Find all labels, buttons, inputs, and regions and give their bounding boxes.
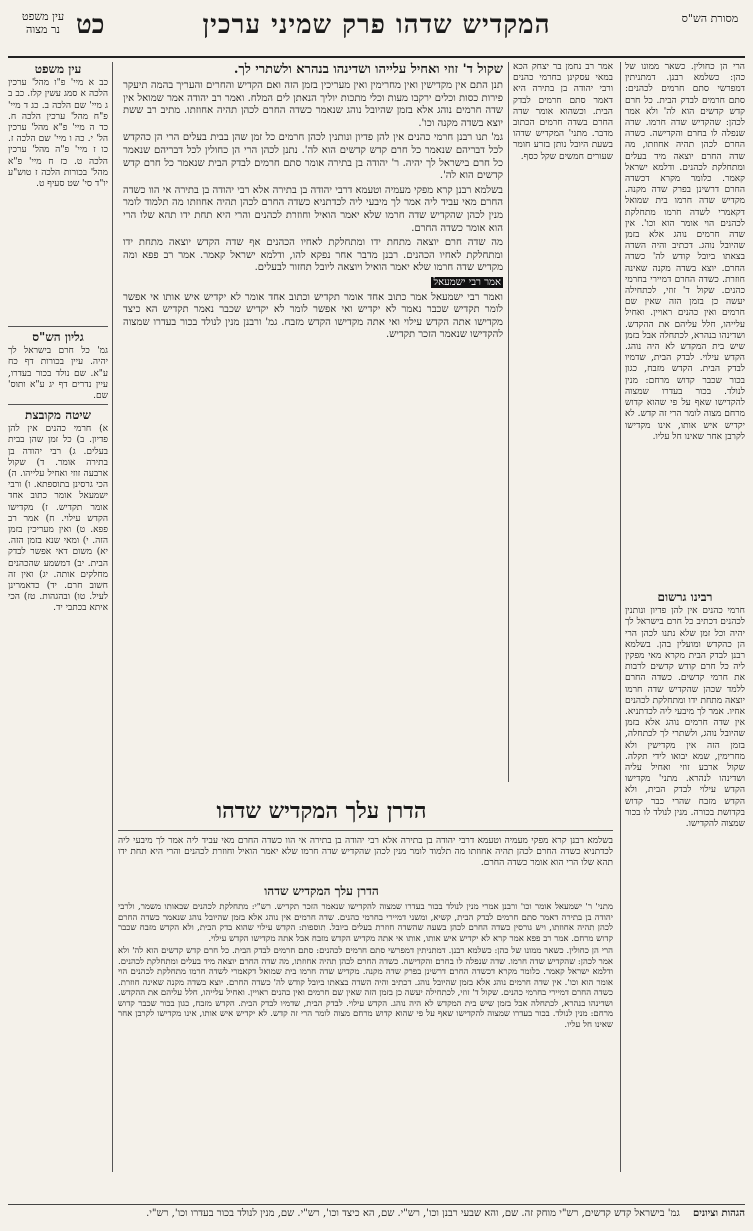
rabbenu-gershom-column: רבינו גרשום חרמי כהנים אין להן פדיון ונותנין לכהנים דכתיב כל חרם בישראל לך יהיה וכל זמן שלא נתנו לכהן הרי הן כהקדש ומועלין בהן. בשלמא רבנן לבדק הבית מקרא מאי מפקין ליה כל חרם קודש קדשים לרבות את חרמי קדשים. כשדה החרם ללמד שכהן שהקדיש שדה חרמו יוצאה מתחת ידו ומתחלקת לכהנים אחיו. אמר לך מיבעי ליה לכדתניא. אין שדה חרמים נוהג אלא בזמן שהיובל נוהג, ולשתרי לך לכתחלה, בזמן הזה אין מקדישין ולא מחרימין, שמא יבואו לידי תקלה. שקול ארבע זוזי ואחיל עליה ושדינהו לנהרא. מתני' מקדישו הקדש עילוי לבדק הבית, ולא הקדש מזבח שהרי כבר קדוש בקדושת בכורה. מנין לנולד לו בכור שמצוה להקדישו. <box>625 590 745 830</box>
gilyon-column: גליון הש"ס גמ' כל חרם בישראל לך יהיה. עיין בכורות דף כח ע"א. שם נולד בכור בעדרו, עיין נדרים דף יג ע"א ותוס' שם. <box>8 330 108 400</box>
bottom-rashi: מתני' ר' ישמעאל אומר וכו' ורבנן אמרי מנין לנולד בכור בעדרו שמצוה להקדישו שנאמר הזכר תקדיש. רש"י: מתחלקת לכהנים שבאותו משמר, ולרבי יהודה בן בתירה דאמר סתם חרמים לבדק הבית, קשיא, ומשני דמיירי בחרמי כהנים. שדה חרמים אין נוהג אלא בזמן שהיובל נוהג שנאמר כשדה החרם לכהן תהיה אחוזתו, ויש גורסין כשדה החרם לכהן בשעה שהשדה חוזרת בעלים ביובל. תוספות: הקדש עילוי שהוא בדק הבית, ולא הקדש מזבח שכבר קדוש מרחם. אמר רב פפא אמר קרא לא יקדיש איש אותו, אותו אי אתה מקדיש הקדש מזבח אבל אתה מקדישו הקדש עילוי. הרי הן כחולין. כשאר ממונו של כהן: כשלמא רבנן. דמתניתין דמפרשי סתם חרמים לכהנים: סתם חרמים לבדק הבית. כל חרם קדש קדשים הוא לה' ולא אמר לכהן: שהקדיש שדה חרמו. שדה שנפלה לו בחרם והקדישה. כשדה החרם לכהן תהיה אחוזתו, מה שדה החרם יוצאה מיד בעלים ומתחלקת לכהנים. ודלמא ישראל קאמר. כלומר מקרא דכשדה החרם דרשינן בפרק שדה מקנה. מקדיש שדה חרמו בית שמואל דקאמרי לשדה חרמו מתחלקת לכהנים הוי אומר הוא וכו'. אין שדה חרמים נוהג אלא בזמן שהיובל נוהג. דכתיב והיה השדה בצאתו ביובל קודש לה' כשדה החרם. יוצא בשדה מקנה שאינה חוזרת. כשדה החרם דמיירי בחרמי כהנים. שקול ד' זוזי, לכתחילה יעשה כן בזמן הזה שאין שם חרמים ואין כהנים ראויין. ואחיל עלייהו, חלל עליהם את ההקדש. ושדינהו בנהרא, לכתחלה אבל בזמן שיש בית המקדש לא היה נוהג. הקדש עילוי. לבדק הבית, שדמיו לבדק הבית. הקדש מזבח, כגון בכור שכבר קדוש מרחם: מנין לנולד. בכור בעדרו שמצוה להקדישו שאף על פי שהוא קדוש מרחם מצוה לומר הרי זה קדש. לא יקדיש איש אותו, אינו מקדישו לקרבן אחר שאינו חל עליו. <box>118 902 613 1030</box>
divider <box>508 62 509 782</box>
talmud-paragraph: ואמר רבי ישמעאל אמר כתוב אחד אומר תקדיש וכתוב אחד אומר לא יקדיש איש אותו אי אפשר לומר תקדיש שכבר נאמר לא יקדיש ואי אפשר לומר לא יקדיש שכבר נאמר תקדיש הא כיצד מקדישו אתה הקדש עילוי ואי אתה מקדישו הקדש מזבח. גמ' ורבנן מנין לנולד בכור בעדרו שמצוה להקדישו שנאמר הזכר תקדיש. <box>123 291 503 341</box>
hagahot-footer <box>8 1204 745 1225</box>
rashi-column: הרי הן כחולין. כשאר ממונו של כהן: כשלמא רבנן. דמתניתין דמפרשי סתם חרמים לכהנים: סתם חרמים לבדק הבית. כל חרם קדש קדשים הוא לה' ולא אמר לכהן: שהקדיש שדה חרמו. שדה שנפלה לו בחרם והקדישה. כשדה החרם לכהן תהיה אחוזתו, מה שדה החרם יוצאה מיד בעלים ומתחלקת לכהנים. ודלמא ישראל קאמר. כלומר מקרא דכשדה החרם דרשינן בפרק שדה מקנה. מקדיש שדה חרמו בית שמואל דקאמרי לשדה חרמו מתחלקת לכהנים הוי אומר הוא וכו'. אין שדה חרמים נוהג אלא בזמן שהיובל נוהג. דכתיב והיה השדה בצאתו ביובל קודש לה' כשדה החרם. יוצא בשדה מקנה שאינה חוזרת. כשדה החרם דמיירי בחרמי כהנים. שקול ד' זוזי, לכתחילה יעשה כן בזמן הזה שאין שם חרמים ואין כהנים ראויין. ואחיל עלייהו, חלל עליהם את ההקדש. ושדינהו בנהרא, לכתחלה אבל בזמן שיש בית המקדש לא היה נוהג. הקדש עילוי. לבדק הבית, שדמיו לבדק הבית. הקדש מזבח, כגון בכור שכבר קדוש מרחם: מנין לנולד. בכור בעדרו שמצוה להקדישו שאף על פי שהוא קדוש מרחם מצוה לומר הרי זה קדש. לא יקדיש איש אותו, אינו מקדישו לקרבן אחר שאינו חל עליו. <box>625 62 745 442</box>
talmud-paragraph: תנן התם אין מקדישין ואין מחרימין ואין מעריכין בזמן הזה ואם הקדיש והחרים והעריך בהמה תיעקר פירות כסות וכלים ירקבו מעות וכלי מתכות יוליך הנאתן לים המלח. ואמר רב יהודה אמר שמואל אין שדה חרמים נוהג אלא בזמן שהיובל נוהג שנאמר כשדה החרם לכהן תהיה אחוזתו. מתיב רב ששת יוצא בשדה מקנה וכו'. <box>123 80 503 129</box>
bottom-commentary: בשלמא רבנן קרא מפקי מעמיה וטעמא דרבי יהודה בן בתירה אלא רבי יהודה בן בתירה אי הוו כשדה החרם מאי עביד ליה אמר לך מיבעי ליה לכדתניא כשדה החרם לכהן תהיה אחוזתו מה תלמוד לומר מנין לכהן שהקדיש שדה חרמו שלא יאמר הואיל וחוזרת לכהנים והרי היא תחת ידו תהא שלו הרי הוא אומר כשדה החרם. <box>118 836 613 869</box>
divider <box>8 404 108 405</box>
masoret-label: מסורת הש"ס <box>681 12 739 25</box>
rabbenu-gershom-title: רבינו גרשום <box>657 590 713 604</box>
hadran-title: הדרן עלך המקדיש שדהו <box>216 798 427 824</box>
divider <box>118 830 613 831</box>
highlighted-phrase: אמר רבי ישמעאל <box>433 276 501 288</box>
divider <box>8 326 108 327</box>
hagahot-text: גמ' בישראל קדש קדשים, רש"י מוחק זה. שם, והא שבעי רבנן וכו', רש"י. שם, הא כיצד וכו', רש"י. שם, מנין לנולד בכור בעדרו וכו', רש"י. <box>146 1208 680 1219</box>
shita-title: שיטה מקובצת <box>25 408 91 422</box>
ein-mishpat-title: עין משפט <box>34 62 82 76</box>
hadran-rashi-title: הדרן עלך המקדיש שדהו <box>264 884 379 898</box>
ein-mishpat-column: עין משפט כב א מיי' פ"ו מהל' ערכין הלכה א סמג עשין קלז. כב ב ג מיי' שם הלכה ב. כג ד מיי' פ"ח מהל' ערכין הלכה ח. כד ה מיי' פ"א מהל' ערכין הל' י. כה ו מיי' שם הלכה ז. כו ז מיי' פ"ה מהל' ערכין הלכה ט. כז ח מיי' פ"א מהל' בכורות הלכה ז טוש"ע יו"ד סי' שט סעיף ט. <box>8 62 108 190</box>
talmud-paragraph <box>123 277 503 290</box>
gilyon-title: גליון הש"ס <box>32 330 84 344</box>
shita-column: שיטה מקובצת א) חרמי כהנים אין להן פדיון. ב) כל זמן שהן בבית בעלים. ג) רבי יהודה בן בתירה אומר. ד) שקול ארבעה זוזי ואחיל עלייהו. ה) הכי גרסינן בתוספתא. ו) ורבי ישמעאל אומר כתוב אחד אומר תקדיש. ז) מקדישו הקדש עילוי. ח) אמר רב פפא. ט) ואין מעריכין בזמן הזה. י) ומאי שנא בזמן הזה. יא) משום דאי אפשר לבדק הבית. יב) דמשמע שהכהנים מחלקים אותה. יג) ואין זה חשוב חרם. יד) כדאמרינן לעיל. טו) ובהגהות. טז) הכי איתא בכתבי יד. <box>8 408 108 614</box>
talmud-intro: שקול ד' זוזי ואחיל עלייהו ושדינהו בנהרא ולשתרי לך. <box>233 62 503 77</box>
ein-mishpat-label: עין משפט נר מצוה <box>21 10 65 36</box>
main-rashi-inner: אמר רב נחמן בר יצחק הכא במאי עסקינן בחרמי כהנים ורבי יהודה בן בתירה היא דאמר סתם חרמים לבדק הבית. וכשהוא אומר שדה החרם בשדה חרמים הכתוב מדבר. מתני' המקדיש שדהו בשעת היובל נותן בזרע חומר שעורים חמשים שקל כסף. <box>513 62 613 162</box>
talmud-paragraph: בשלמא רבנן קרא מפקי מעמיה וטעמא דרבי יהודה בן בתירה אלא רבי יהודה בן בתירה אי הוו כשדה החרם מאי עביד ליה אמר לך מיבעי ליה לכדתניא כשדה החרם לכהן תהיה אחוזתו מה תלמוד לומר מנין לכהן שהקדיש שדה חרמו שלא יאמר הואיל וחוזרת לכהנים והרי היא תחת ידו תהא שלו הרי הוא אומר כשדה החרם. <box>123 184 503 234</box>
talmud-main-text <box>123 62 503 792</box>
page-header <box>8 8 745 58</box>
divider <box>620 62 621 1172</box>
divider <box>112 62 113 1172</box>
talmud-paragraph: גמ' תנו רבנן חרמי כהנים אין להן פדיון ונותנין לכהן חרמים כל זמן שהן בבית בעלים הרי הן כהקדש לכל דבריהם שנאמר כל חרם קדש קדשים הוא לה'. נתנן לכהן הרי הן כחולין לכל דבריהם שנאמר כל חרם בישראל לך יהיה. ר' יהודה בן בתירה אומר סתם חרמים לבדק הבית שנאמר כל חרם קדש קדשים הוא לה'. <box>123 132 503 182</box>
page-title: המקדיש שדהו פרק שמיני ערכין <box>202 10 551 40</box>
page-number: כט <box>76 10 105 40</box>
hagahot-title: הגהות וציונים <box>692 1208 745 1219</box>
talmud-paragraph: מה שדה חרם יוצאה מתחת ידו ומתחלקת לאחיו הכהנים אף שדה הקדש יוצאה מתחת ידו ומתחלקת לאחיו הכהנים. רבנן מדבר אחר נפקא להו, ודלמא ישראל קאמר. אמר רב פפא ומה מקדיש שדה חרמו שלא יאמר הואיל ויוצאה ליובל תחזור לבעלים. <box>123 237 503 274</box>
